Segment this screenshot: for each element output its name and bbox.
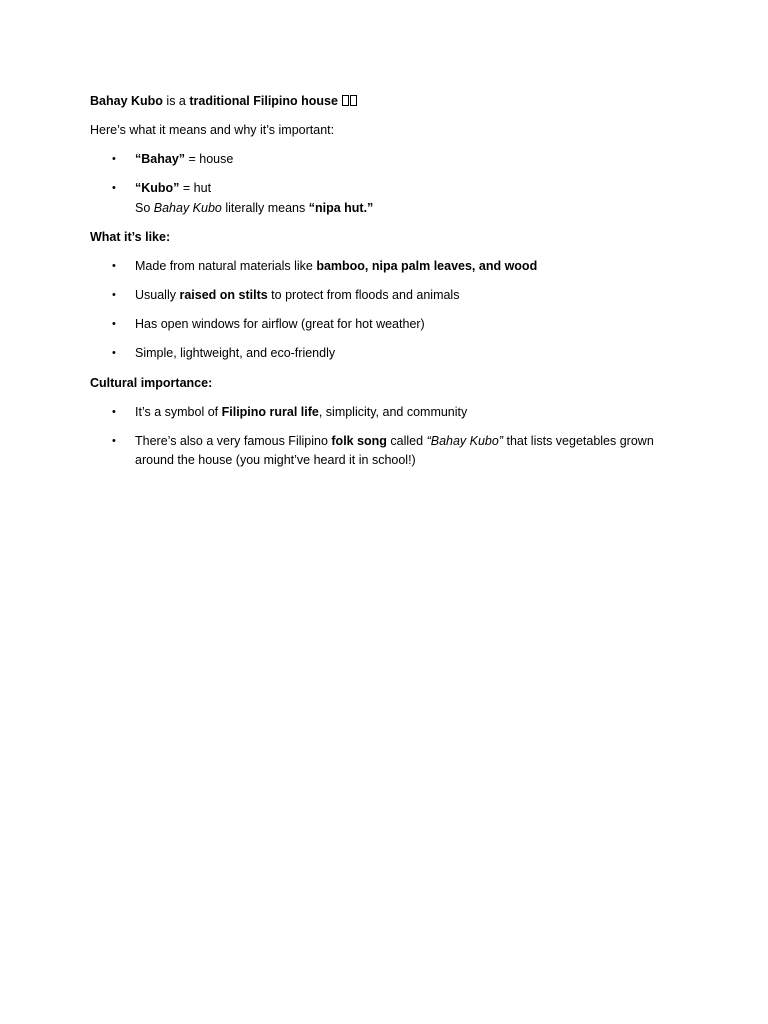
intro-title-text: is a <box>162 94 190 108</box>
list-item <box>90 286 680 306</box>
meaning-term: “Kubo” <box>135 181 180 195</box>
house-emoji-icon <box>338 94 357 108</box>
item-emphasis: Filipino rural life <box>221 404 319 419</box>
meaning-note-bold: “nipa hut.” <box>308 200 374 215</box>
section-heading-what-its-like: What it’s like: <box>90 230 171 244</box>
item-emphasis: folk song <box>331 433 387 448</box>
intro-subtitle: Here’s what it means and why it’s important: <box>90 123 335 137</box>
list-item <box>90 403 680 423</box>
meaning-note-text: literally means <box>221 200 309 215</box>
meaning-list <box>90 150 680 218</box>
item-text: that lists vegetables grown around the house (you might’ve heard it in school!) <box>135 433 654 467</box>
cultural-importance-list <box>90 403 680 471</box>
list-item <box>90 315 680 335</box>
meaning-definition: = hut <box>179 181 212 195</box>
bullet-icon: • <box>112 405 116 418</box>
list-item <box>90 344 680 364</box>
meaning-definition: = house <box>185 152 234 166</box>
section-heading-cultural-importance: Cultural importance: <box>90 375 213 390</box>
meaning-note-italic: Bahay Kubo <box>153 200 222 215</box>
bullet-icon: • <box>112 434 116 447</box>
item-text: There’s also a very famous Filipino <box>135 433 332 448</box>
item-text: Has open windows for airflow (great for hot weather) <box>135 317 425 331</box>
list-item <box>90 432 680 471</box>
intro-title <box>90 92 680 111</box>
item-italic: “Bahay Kubo” <box>426 433 503 448</box>
bullet-icon: • <box>112 347 116 359</box>
item-text: called <box>386 433 427 448</box>
bullet-icon: • <box>112 153 116 165</box>
meaning-note-text: So <box>135 200 154 215</box>
item-emphasis: bamboo, nipa palm leaves, and wood <box>316 259 538 273</box>
item-emphasis: raised on stilts <box>179 288 268 302</box>
list-item <box>90 179 680 218</box>
document-body <box>90 92 680 481</box>
list-item <box>90 150 680 170</box>
item-text: Simple, lightweight, and eco-friendly <box>135 346 336 360</box>
bullet-icon: • <box>112 260 116 272</box>
intro-title-term: Bahay Kubo <box>90 94 163 108</box>
item-text: It’s a symbol of <box>135 404 222 419</box>
item-text: Made from natural materials like <box>135 259 317 273</box>
meaning-term: “Bahay” <box>135 152 186 166</box>
item-text: , simplicity, and community <box>318 404 468 419</box>
bullet-icon: • <box>112 318 116 330</box>
item-text: Usually <box>135 288 180 302</box>
bullet-icon: • <box>112 182 116 194</box>
list-item <box>90 257 680 277</box>
bullet-icon: • <box>112 289 116 301</box>
item-text: to protect from floods and animals <box>267 288 460 302</box>
intro-title-emphasis: traditional Filipino house <box>189 94 338 108</box>
what-its-like-list <box>90 257 680 364</box>
